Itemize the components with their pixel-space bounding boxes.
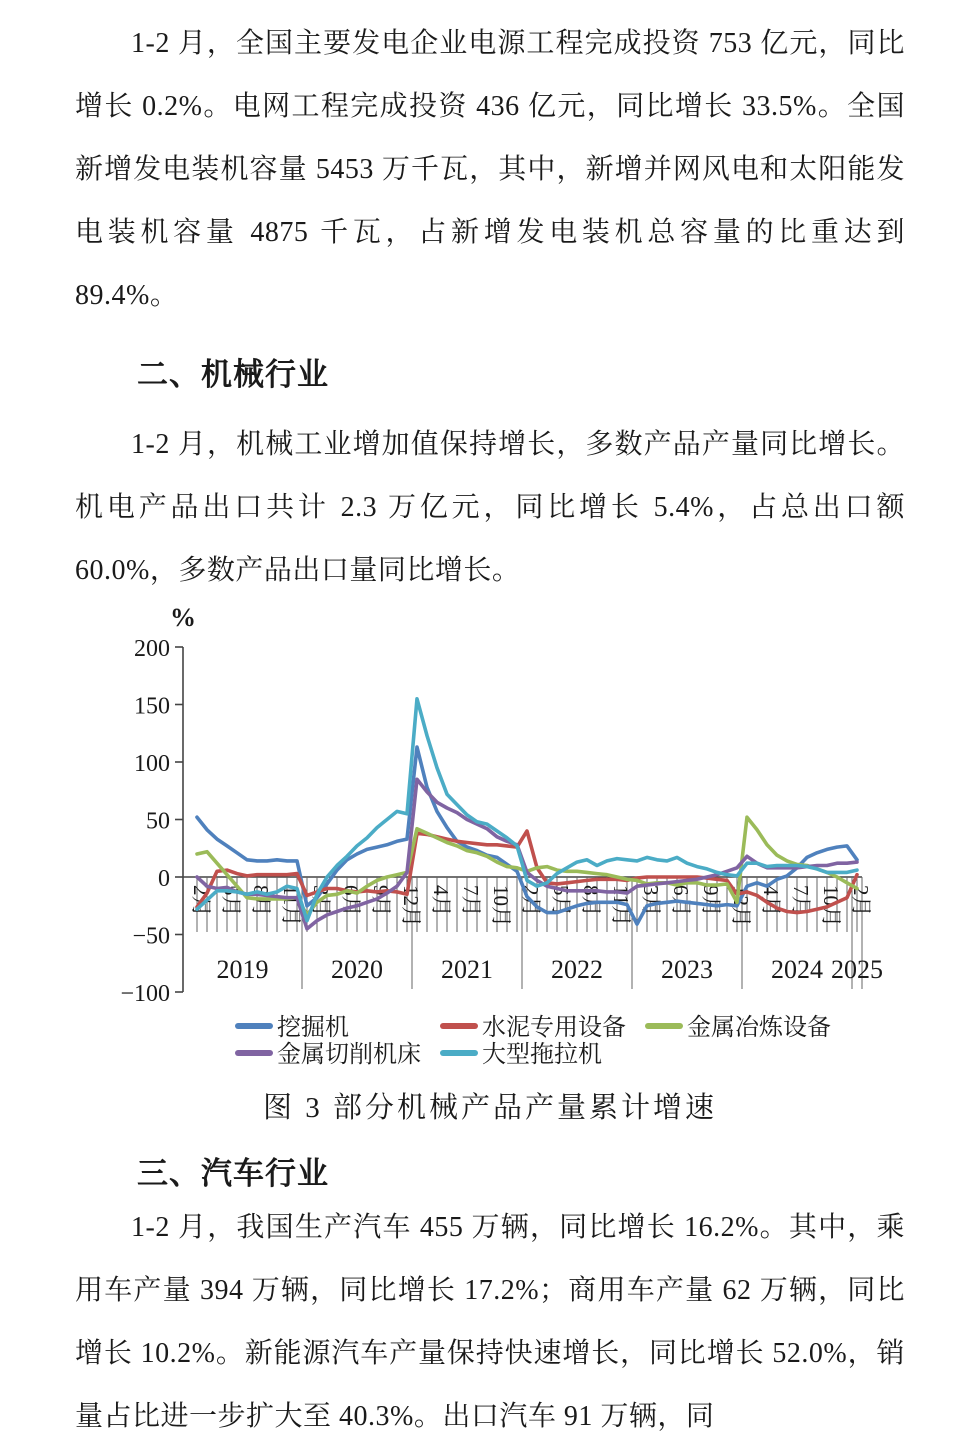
x-axis-month-label: 6月 — [339, 885, 363, 917]
legend-swatch — [235, 1050, 273, 1056]
legend-label: 水泥专用设备 — [482, 1015, 626, 1041]
legend-swatch — [440, 1050, 478, 1056]
legend-item-水泥专用设备 — [440, 1015, 645, 1042]
x-axis-month-label: 12月 — [729, 885, 753, 927]
y-axis-tick-label: 200 — [134, 636, 170, 662]
x-axis-month-label: 10月 — [489, 885, 513, 927]
legend-label: 挖掘机 — [277, 1015, 349, 1041]
auto-paragraph: 1-2 月，我国生产汽车 455 万辆，同比增长 16.2%。其中，乘用车产量 394 万辆，同比增长 17.2%；商用车产量 62 万辆，同比增长 10.2%。新能源汽车产量保持快速增长，同比增长 52.0%，销量占比进一步扩大至 40.3%。出口汽车 91 万辆，同 — [75, 1212, 905, 1432]
x-axis-year-label: 2021 — [441, 955, 493, 984]
x-axis-month-label: 11月 — [609, 885, 633, 927]
legend-item-大型拖拉机 — [440, 1042, 645, 1069]
x-axis-month-label: 11月 — [279, 885, 303, 927]
legend-item-挖掘机 — [235, 1015, 440, 1042]
x-axis-month-label: 2月 — [189, 885, 213, 917]
y-axis-tick-label: 0 — [158, 866, 170, 892]
section-heading-auto: 三、汽车行业 — [137, 1156, 329, 1191]
legend-row — [235, 1015, 905, 1042]
x-axis-month-label: 5月 — [549, 885, 573, 917]
legend-item-金属冶炼设备 — [645, 1015, 831, 1042]
x-axis-month-label: 3月 — [639, 885, 663, 917]
figure-caption: 图 3 部分机械产品产量累计增速 — [262, 1092, 717, 1124]
x-axis-year-label: 2019 — [216, 955, 269, 984]
y-axis-tick-label: 100 — [134, 751, 170, 777]
machinery-products-growth-chart — [85, 602, 905, 1069]
x-axis-month-label: 4月 — [429, 885, 453, 917]
y-axis-tick-label: −100 — [120, 981, 170, 1004]
x-axis-month-label: 12月 — [399, 885, 423, 927]
x-axis-month-label: 9月 — [369, 885, 393, 917]
x-axis-month-label: 4月 — [759, 885, 783, 917]
x-axis-month-label: 3月 — [309, 885, 333, 917]
y-axis-tick-label: 50 — [146, 808, 170, 835]
x-axis-year-label: 2024 — [771, 955, 823, 984]
x-axis-month-label: 8月 — [579, 885, 603, 917]
x-axis-year-label: 2025 — [831, 955, 883, 984]
legend-swatch — [235, 1023, 273, 1029]
x-axis-year-label: 2020 — [331, 955, 383, 984]
legend-item-金属切削机床 — [235, 1042, 440, 1069]
x-axis-month-label: 8月 — [249, 885, 273, 917]
y-axis-unit-label: % — [170, 603, 196, 632]
x-axis-year-label: 2022 — [551, 955, 603, 984]
legend-label: 金属切削机床 — [277, 1042, 421, 1068]
figure-3 — [75, 602, 905, 1126]
section-heading-machinery: 二、机械行业 — [137, 357, 329, 392]
legend-label: 金属冶炼设备 — [687, 1015, 831, 1041]
y-axis-tick-label: 150 — [134, 693, 170, 720]
machinery-paragraph: 1-2 月，机械工业增加值保持增长，多数产品产量同比增长。机电产品出口共计 2.3 万亿元，同比增长 5.4%，占总出口额 60.0%，多数产品出口量同比增长。 — [75, 429, 905, 586]
x-axis-month-label: 10月 — [819, 885, 843, 927]
x-axis-month-label: 9月 — [699, 885, 723, 917]
x-axis-month-label: 5月 — [219, 885, 243, 917]
x-axis-month-label: 7月 — [789, 885, 813, 917]
legend-row — [235, 1042, 905, 1069]
x-axis-year-label: 2023 — [661, 955, 713, 984]
x-axis-month-label: 6月 — [669, 885, 693, 917]
x-axis-month-label: 2月 — [519, 885, 543, 917]
power-investment-paragraph: 1-2 月，全国主要发电企业电源工程完成投资 753 亿元，同比增长 0.2%。电网工程完成投资 436 亿元，同比增长 33.5%。全国新增发电装机容量 5453 万千瓦，其中，新增并网风电和太阳能发电装机容量 4875 千瓦，占新增发电装机总容量的比重达到 89.4%。 — [75, 28, 905, 311]
legend-label: 大型拖拉机 — [482, 1042, 602, 1068]
x-axis-month-label: 2月 — [849, 885, 873, 917]
legend-swatch — [645, 1023, 683, 1029]
y-axis-tick-label: −50 — [132, 923, 170, 950]
chart-canvas — [85, 602, 885, 1004]
legend-swatch — [440, 1023, 478, 1029]
chart-legend — [235, 1015, 905, 1069]
x-axis-month-label: 7月 — [459, 885, 483, 917]
